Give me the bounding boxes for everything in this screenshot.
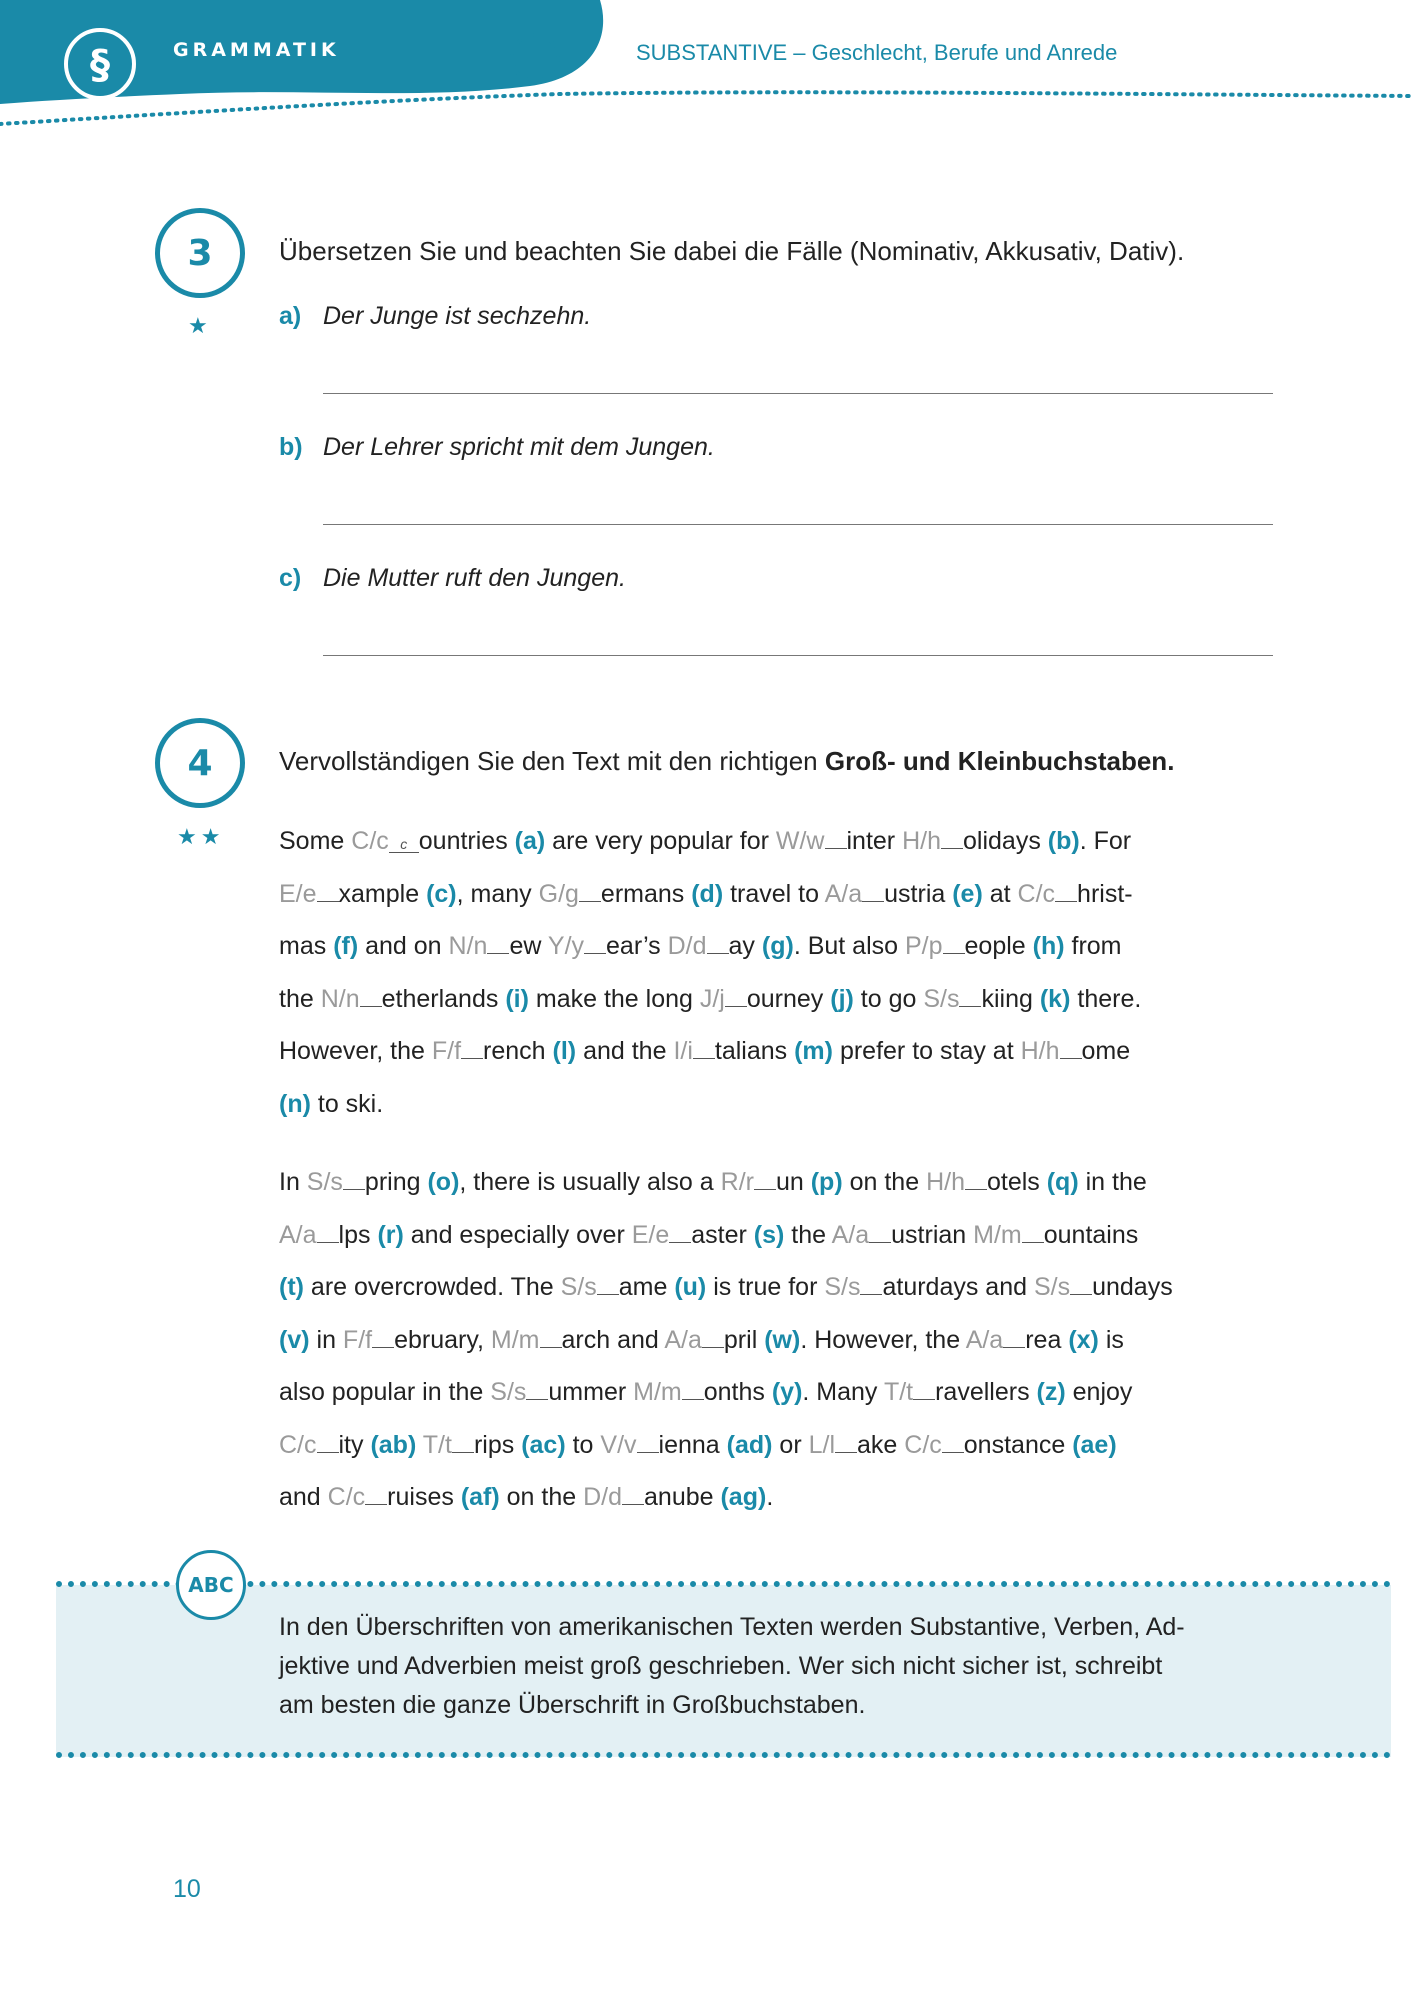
item-label: b) (279, 433, 303, 461)
page-number: 10 (173, 1875, 201, 1903)
item-label: c) (279, 564, 302, 592)
exercise-4-instruction: Vervollständigen Sie den Text mit den richtigen Groß- und Kleinbuchstaben. (279, 746, 1175, 776)
exercise-3-item-c (279, 564, 626, 593)
answer-line-b[interactable] (323, 524, 1273, 525)
section-label: GRAMMATIK (173, 39, 340, 61)
item-label: a) (279, 302, 302, 330)
exercise-3-instruction: Übersetzen Sie und beachten Sie dabei die Fälle (Nominativ, Akkusativ, Dativ). (279, 236, 1185, 266)
exercise-3-item-b (279, 433, 715, 462)
paragraph-icon (60, 24, 140, 104)
exercise-3-number: 3 (155, 208, 245, 298)
header-banner (0, 0, 1415, 140)
exercise-4-number: 4 (155, 718, 245, 808)
item-sentence: Der Junge ist sechzehn. (323, 302, 592, 330)
tip-line: am besten die ganze Überschrift in Großbuchstaben. (279, 1691, 866, 1719)
tip-line: In den Überschriften von amerikanischen Texten werden Substantive, Verben, Ad- (279, 1613, 1185, 1641)
answer-line-c[interactable] (323, 655, 1273, 656)
svg-text:§: § (90, 42, 110, 88)
tip-border-bottom (56, 1752, 1391, 1758)
tip-line: jektive und Adverbien meist groß geschrieben. Wer sich nicht sicher ist, schreibt (279, 1652, 1163, 1680)
answer-line-a[interactable] (323, 393, 1273, 394)
exercise-3-item-a (279, 302, 591, 331)
difficulty-stars: ★ (188, 314, 212, 339)
exercise-4-paragraph-1: Some C/c c ountries (a) are very popular for W/w inter H/h olidays (b). For E/e xample (c), many G/g ermans (d) travel to A/a ustria (e) at C/c hrist- mas (f) and on N/n ew Y/y ear’s D/d ay (g). But also P/p eople (h) from the N/n etherlands (i) make the long J/j ourney (j) to go S/s kiing (k) there. However, the F/f rench (l) and the I/i talians (m) prefer to stay at H/h ome (n) to ski. (279, 827, 1142, 1118)
item-sentence: Der Lehrer spricht mit dem Jungen. (323, 433, 715, 461)
topic-title: SUBSTANTIVE – Geschlecht, Berufe und Anrede (636, 40, 1118, 65)
exercise-4-paragraph-2: In S/s pring (o), there is usually also a R/r un (p) on the H/h otels (q) in the A/a lps (r) and especially over E/e aster (s) the A/a ustrian M/m ountains (t) are overcrowded. The S/s ame (u) is true for S/s aturdays and S/s undays (v) in F/f ebruary, M/m arch and A/a pril (w). However, the A/a rea (x) is also popular in the S/s ummer M/m onths (y). Many T/t ravellers (z) enjoy C/c ity (ab) T/t rips (ac) to V/v ienna (ad) or L/l ake C/c onstance (ae) and C/c ruises (af) on the D/d anube (ag). (279, 1168, 1173, 1511)
tip-text (279, 1608, 1289, 1725)
item-sentence: Die Mutter ruft den Jungen. (323, 564, 626, 592)
example-answer: c (389, 836, 419, 853)
difficulty-stars: ★★ (177, 825, 225, 850)
tip-border-top (56, 1581, 1391, 1587)
abc-badge-icon: ABC (176, 1550, 246, 1620)
